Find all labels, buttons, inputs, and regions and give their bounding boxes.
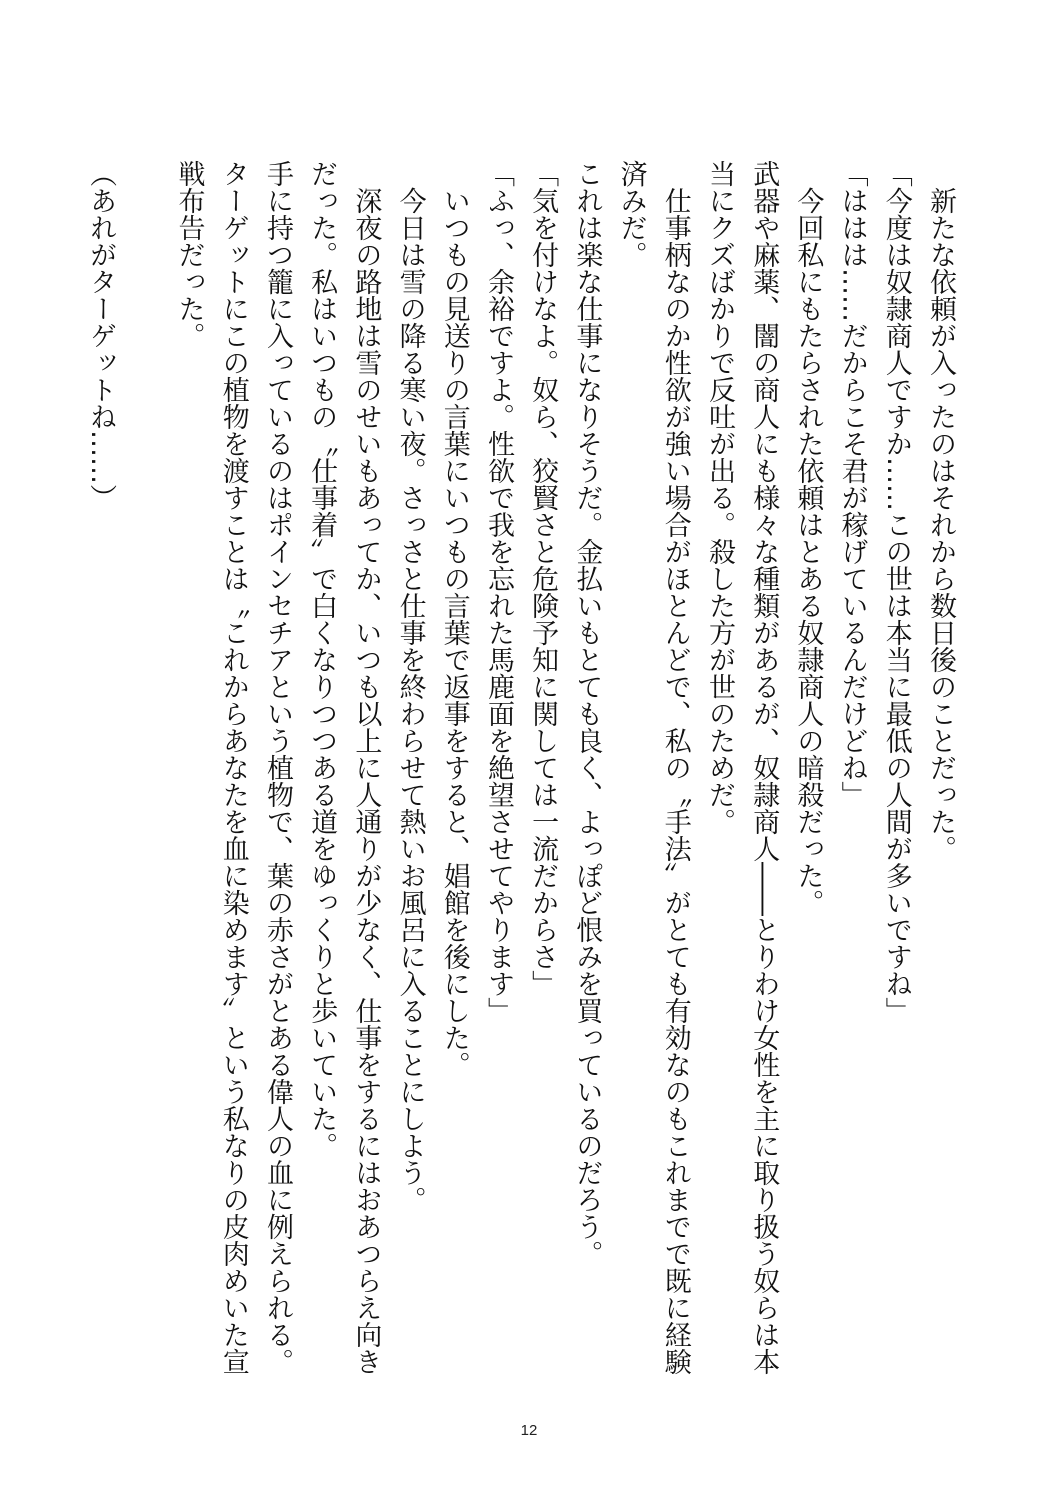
- text-line: だった。私はいつもの〝仕事着〟で白くなりつつある道をゆっくりと歩いていた。: [306, 160, 338, 1159]
- body-text: [78, 160, 962, 1400]
- text-line: 「ふっ、余裕ですよ。性欲で我を忘れた馬鹿面を絶望させてやります」: [482, 160, 514, 1024]
- text-line: 済みだ。: [615, 160, 647, 268]
- text-line: これは楽な仕事になりそうだ。金払いもとても良く、よっぽど恨みを買っているのだろう。: [571, 160, 603, 1267]
- text-line: 「気を付けなよ。奴ら、狡賢さと危険予知に関しては一流だからさ」: [527, 160, 559, 997]
- text-line: 武器や麻薬、闇の商人にも様々な種類があるが、奴隷商人――とりわけ女性を主に取り扱う奴らは本: [748, 160, 780, 1375]
- text-line: いつもの見送りの言葉にいつもの言葉で返事をすると、娼館を後にした。: [438, 160, 470, 1078]
- text-line: 「ははは……だからこそ君が稼げているんだけどね」: [836, 160, 868, 808]
- text-line: ターゲットにこの植物を渡すことは〝これからあなたを血に染めます〟という私なりの皮肉めいた宣: [217, 160, 249, 1375]
- text-line: 新たな依頼が入ったのはそれから数日後のことだった。: [925, 160, 956, 862]
- text-line: 手に持つ籠に入っているのはポインセチアという植物で、葉の赤さがとある偉人の血に例えられる。: [261, 160, 293, 1375]
- text-line: 戦布告だった。: [173, 160, 205, 349]
- text-line: 今日は雪の降る寒い夜。さっさと仕事を終わらせて熱いお風呂に入ることにしよう。: [394, 160, 426, 1213]
- text-line: 仕事柄なのか性欲が強い場合がほとんどで、私の〝手法〟がとても有効なのもこれまでで既に経験: [659, 160, 691, 1375]
- text-line: [122, 160, 166, 1400]
- text-line: （あれがターゲットね……）: [85, 160, 117, 511]
- text-line: 「今度は奴隷商人ですか……この世は本当に最低の人間が多いですね」: [880, 160, 912, 1024]
- text-line: 今回私にもたらされた依頼はとある奴隷商人の暗殺だった。: [792, 160, 824, 916]
- text-line: 当にクズばかりで反吐が出る。殺した方が世のためだ。: [703, 160, 735, 835]
- page-number: 12: [520, 1422, 538, 1439]
- text-line: 深夜の路地は雪のせいもあってか、いつも以上に人通りが少なく、仕事をするにはおあつらえ向き: [350, 160, 382, 1375]
